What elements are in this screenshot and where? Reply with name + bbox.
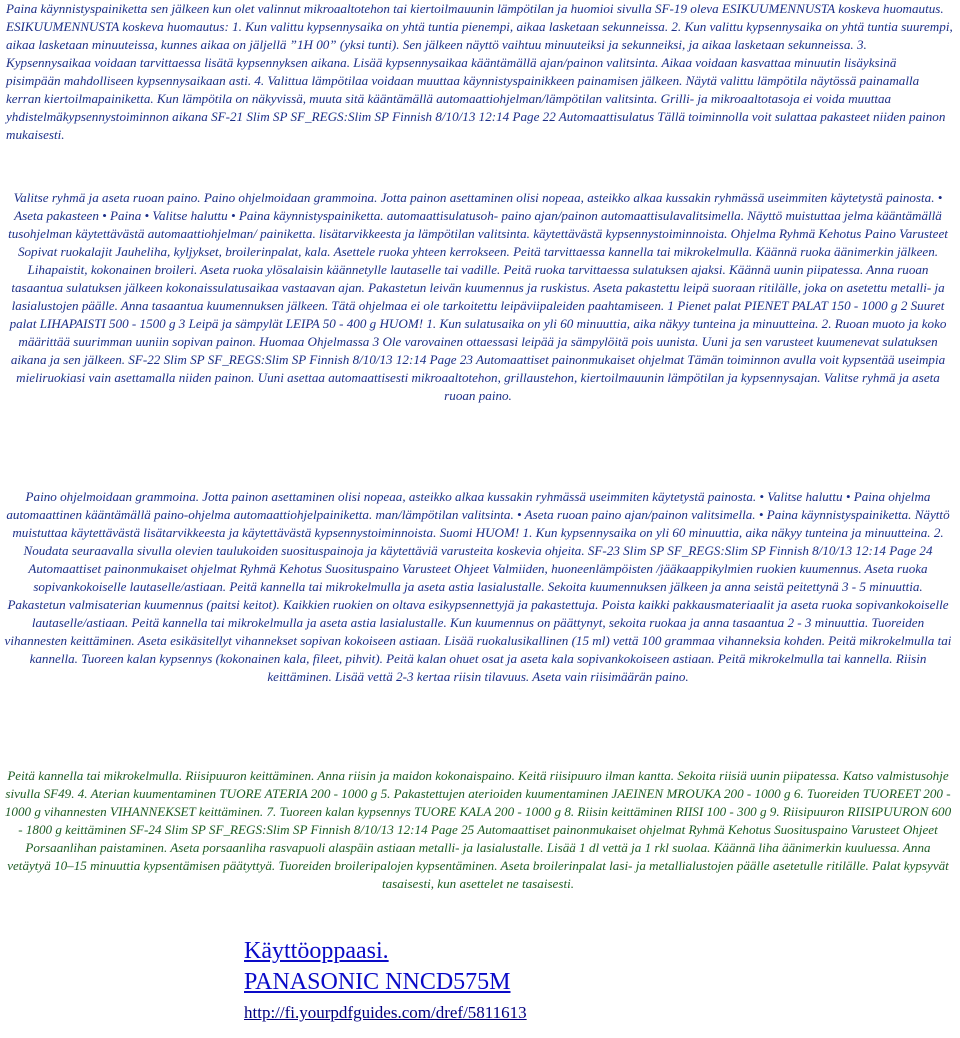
paragraph-defrost-notes: Paina käynnistyspainiketta sen jälkeen kun olet valinnut mikroaaltotehon tai kiertoilmauunin lämpötilan ja huomioi sivulla SF-19 oleva ESIKUUMENNUSTA koskeva huomautus. ESIKUUMENNUSTA koskeva huomautus: 1. Kun valittu kypsennysaika on yhtä tuntia pienempi, aikaa lasketaan sekunneissa. 2. Kun valittu kypsennysaika on yhtä tuntia suurempi, aikaa lasketaan minuuteissa, kunnes aikaa on jäljellä ”1H 00” (yksi tunti). Sen jälkeen näyttö vaihtuu minuuteiksi ja sekunneiksi, ja aikaa lasketaan sekunneissa. 3. Kypsennysaikaa voidaan tarvittaessa lisätä kypsennyksen aikana. Lisää kypsennysaikaa kääntämällä ajan/painon valitsinta. Aikaa voidaan kasvattaa minuutin lisäyksinä pisimpään mahdolliseen kypsennysaikaan asti. 4. Valittua lämpötilaa voidaan muuttaa käynnistyspainikkeen painamisen jälkeen. Näytä valittu lämpötila näytössä painamalla kerran kiertoilmapainiketta. Kun lämpötila on näkyvissä, muuta sitä kääntämällä automaattiohjelman/lämpötilan valitsinta. Grilli- ja mikroaaltotasoja ei voida muuttaa yhdistelmäkypsennystoiminnon aikana SF-21 Slim SP SF_REGS:Slim SP Finnish 8/10/13 12:14 Page 22 Automaattisulatus Tällä toiminnolla voit sulattaa pakasteet niiden painon mukaisesti. [6, 1, 953, 142]
manual-link[interactable]: Käyttöoppaasi. [244, 938, 389, 964]
footer-links [244, 936, 527, 1024]
paragraph-auto-programs: Paino ohjelmoidaan grammoina. Jotta painon asettaminen olisi nopeaa, asteikko alkaa kussakin ryhmässä useimmiten käytetystä painosta. • Valitse haluttu • Paina ohjelma automaattinen kääntämällä paino-ohjelma automaattiohjelpainiketta. man/lämpötilan valitsinta. • Aseta ruoan paino ajan/painon valitsimella. • Paina käynnistyspainiketta. Näyttö muistuttaa käytettävästä lisätarvikkeesta ja käytettävästä kypsennystoiminnoista. Suomi HUOM! 1. Kun kypsennysaika on yli 60 minuuttia, aika näkyy tunteina ja minuutteina. 2. Noudata seuraavalla sivulla olevien taulukoiden suosituspainoja ja käytettäviä varusteita koskevia ohjeita. SF-23 Slim SP SF_REGS:Slim SP Finnish 8/10/13 12:14 Page 24 Automaattiset painonmukaiset ohjelmat Ryhmä Kehotus Suosituspaino Varusteet Ohjeet Valmiiden, huoneenlämpöisten /jääkaappikylmien ruokien kuumennus. Aseta ruoka sopivankokoiselle lautaselle/astiaan. Peitä kannella tai mikrokelmulla ja aseta astia lasialustalle. Sekoita kuumennuksen jälkeen ja anna seistä peitettynä 3 - 5 minuuttia. Pakastetun valmisaterian kuumennus (paitsi keitot). Kaikkien ruokien on oltava esikypsennettyjä ja pakastettuja. Poista kaikki pakkausmateriaalit ja aseta ruoka sopivankokoiselle lautaselle/astiaan. Peitä kannella tai mikrokelmulla ja aseta astia lasialustalle. Kun kuumennus on päättynyt, sekoita ruokaa ja anna tasaantua 2 - 3 minuuttia. Tuoreiden vihannesten keittäminen. Aseta esikäsitellyt vihannekset sopivan kokoiseen astiaan. Lisää ruokalusikallinen (15 ml) vettä 100 grammaa vihanneksia kohden. Peitä mikrokelmulla tai kannella. Tuoreen kalan kypsennys (kokonainen kala, fileet, pihvit). Peitä kalan ohuet osat ja aseta kala sopivankokoiseen astiaan. Peitä mikrokelmulla tai kannella. Riisin keittäminen. Lisää vettä 2-3 kertaa riisin tilavuus. Aseta vain riisimäärän paino. [4, 489, 952, 684]
paragraph-rice-and-meat: Peitä kannella tai mikrokelmulla. Riisipuuron keittäminen. Anna riisin ja maidon kokonaispaino. Keitä riisipuuro ilman kantta. Sekoita riisiä uunin piipatessa. Katso valmistusohje sivulla SF49. 4. Aterian kuumentaminen TUORE ATERIA 200 - 1000 g 5. Pakastettujen aterioiden kuumentaminen JAEINEN MROUKA 200 - 1000 g 6. Tuoreiden TUOREET 200 - 1000 g vihannesten VIHANNEKSET keittäminen. 7. Tuoreen kalan kypsennys TUORE KALA 200 - 1000 g 8. Riisin keittäminen RIISI 100 - 300 g 9. Riisipuuron RIISIPUURON 600 - 1800 g keittäminen SF-24 Slim SP SF_REGS:Slim SP Finnish 8/10/13 12:14 Page 25 Automaattiset painonmukaiset ohjelmat Ryhmä Kehotus Suosituspaino Varusteet Ohjeet Porsaanlihan paistaminen. Aseta porsaanliha rasvapuoli alaspäin astiaan metalli- ja lasialustalle. Lisää 1 dl vettä ja 1 rkl suolaa. Käännä liha äänimerkin kuuluessa. Anna vetäytyä 10–15 minuuttia kypsentämisen päätyttyä. Tuoreiden broileripalojen kypsentäminen. Aseta broilerinpalat lasi- ja metallialustojen päälle asetetulle ritilälle. Palat kypsyvät tasaisesti, kun asettelet ne tasaisesti. [4, 768, 952, 891]
product-link[interactable]: PANASONIC NNCD575M [244, 969, 511, 995]
paragraph-auto-defrost: Valitse ryhmä ja aseta ruoan paino. Paino ohjelmoidaan grammoina. Jotta painon asettaminen olisi nopeaa, asteikko alkaa kussakin ryhmässä useimmiten käytetystä painosta. • Aseta pakasteen • Paina • Valitse haluttu • Paina käynnistyspainiketta. automaattisulatusoh- paino ajan/painon automaattisulavalitsimella. Näyttö muistuttaa jelma kääntämällä tusohjelman käytettävästä automaattiohjelman/ painiketta. lisätarvikkeesta ja lämpötilan valitsinta. käytettävästä kypsennystoiminnoista. Ohjelma Ryhmä Kehotus Paino Varusteet Sopivat ruokalajit Jauheliha, kyljykset, broilerinpalat, kala. Asettele ruoka yhteen kerrokseen. Peitä tarvittaessa kannella tai mikrokelmulla. Käännä ruoka äänimerkin jälkeen. Lihapaistit, kokonainen broileri. Aseta ruoka ylösalaisin käännetylle lautaselle tai vadille. Peitä ruoka tarvittaessa sulatuksen ajaksi. Käännä uunin piipatessa. Anna ruoan tasaantua sulatuksen jälkeen kokonaissulatusaikaa vastaavan ajan. Pakastetun leivän kuumennus ja ruskistus. Aseta pakastettu leipä suoraan ritilälle, joka on asetettu metalli- ja lasialustojen päälle. Anna tasaantua kuumennuksen jälkeen. Tätä ohjelmaa ei ole tarkoitettu leipäviipaleiden paahtamiseen. 1 Pienet palat PIENET PALAT 150 - 1000 g 2 Suuret palat LIHAPAISTI 500 - 1500 g 3 Leipä ja sämpylät LEIPA 50 - 400 g HUOM! 1. Kun sulatusaika on yli 60 minuuttia, aika näkyy tunteina ja minuutteina. 2. Ruoan muoto ja koko määrittää suurimman uuniin sopivan painon. Huomaa Ohjelmassa 3 Ole varovainen ottaessasi leipää ja sämpylöitä pois uunista. Uuni ja sen varusteet kuumenevat sulatuksen aikana ja sen jälkeen. SF-22 Slim SP SF_REGS:Slim SP Finnish 8/10/13 12:14 Page 23 Automaattiset painonmukaiset ohjelmat Tämän toiminnon avulla voit kypsentää useimpia mieliruokiasi vain asettamalla niiden painon. Uuni asettaa automaattisesti mikroaaltotehon, grillaustehon, kiertoilmauunin lämpötilan ja kypsennysajan. Valitse ryhmä ja aseta ruoan paino. [8, 190, 948, 403]
source-url-link[interactable]: http://fi.yourpdfguides.com/dref/5811613 [244, 1003, 527, 1022]
